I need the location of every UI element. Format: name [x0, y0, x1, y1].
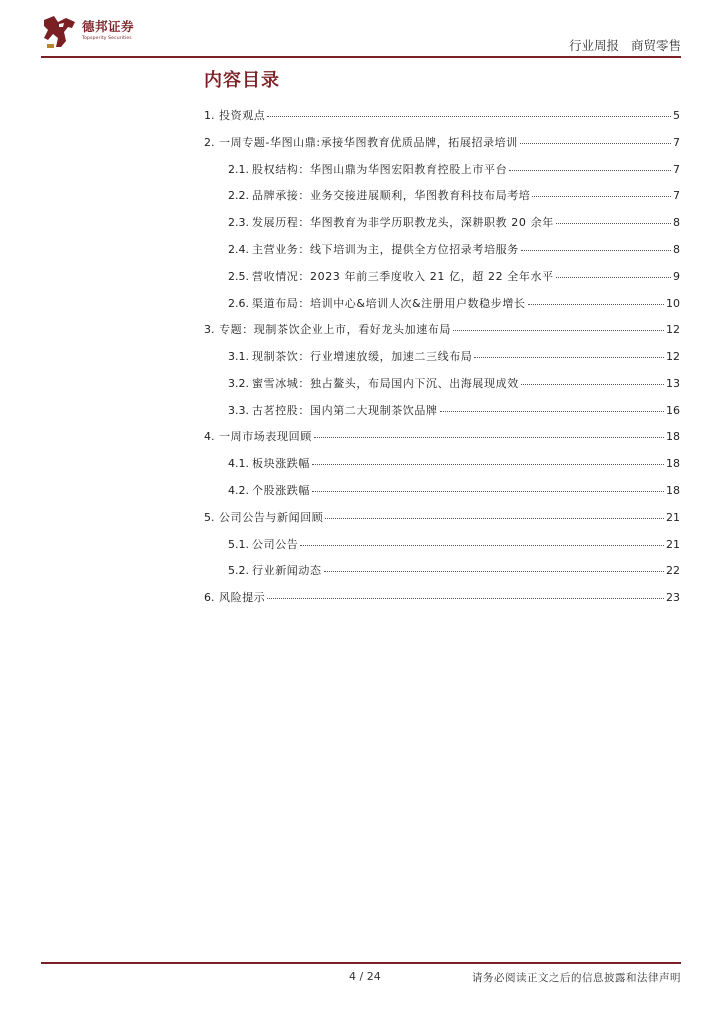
toc-dot-leader — [267, 116, 671, 117]
toc-entry-page: 18 — [666, 484, 680, 497]
toc-entry-label: 营收情况：2023 年前三季度收入 21 亿，超 22 全年水平 — [252, 270, 554, 283]
toc-entry-label: 风险提示 — [219, 591, 266, 604]
toc-dot-leader — [520, 143, 671, 144]
toc-entry-label: 现制茶饮：行业增速放缓，加速二三线布局 — [252, 350, 473, 363]
toc-entry-label: 一周市场表现回顾 — [219, 430, 312, 443]
toc-entry[interactable] — [228, 482, 680, 498]
toc-entry-label: 行业新闻动态 — [252, 564, 322, 577]
toc-dot-leader — [532, 196, 671, 197]
toc-entry-page: 13 — [666, 377, 680, 390]
toc-entry-number: 5. — [204, 511, 215, 524]
toc-entry-number: 2.1. — [228, 163, 249, 176]
toc-entry[interactable] — [228, 375, 680, 391]
toc-entry-number: 3. — [204, 323, 215, 336]
toc-entry-number: 2.5. — [228, 270, 249, 283]
toc-entry-page: 22 — [666, 564, 680, 577]
toc-dot-leader — [314, 437, 664, 438]
toc-entry[interactable] — [204, 428, 680, 444]
toc-entry[interactable] — [228, 536, 680, 552]
toc-entry-label: 公司公告 — [252, 538, 299, 551]
industry-label: 商贸零售 — [630, 38, 681, 53]
toc-entry-page: 18 — [666, 457, 680, 470]
toc-entry-number: 3.2. — [228, 377, 249, 390]
toc-entry[interactable] — [228, 187, 680, 203]
toc-entry[interactable] — [228, 241, 680, 257]
toc-dot-leader — [324, 571, 664, 572]
toc-entry-number: 3.3. — [228, 404, 249, 417]
legal-disclaimer: 请务必阅读正文之后的信息披露和法律声明 — [472, 972, 681, 984]
toc-entry-page: 7 — [673, 136, 680, 149]
toc-entry[interactable] — [204, 134, 680, 150]
toc-dot-leader — [528, 304, 664, 305]
toc-dot-leader — [312, 491, 664, 492]
toc-entry[interactable] — [228, 348, 680, 364]
toc-dot-leader — [325, 518, 664, 519]
toc-entry-page: 10 — [666, 297, 680, 310]
footer-divider — [41, 962, 681, 964]
toc-entry-page: 5 — [673, 109, 680, 122]
toc-entry[interactable] — [204, 321, 680, 337]
toc-entry-number: 2.2. — [228, 189, 249, 202]
toc-entry-number: 4.2. — [228, 484, 249, 497]
toc-entry-page: 8 — [673, 243, 680, 256]
toc-dot-leader — [474, 357, 664, 358]
brand-name-cn: 德邦证券 — [82, 19, 135, 34]
toc-dot-leader — [521, 384, 664, 385]
toc-entry[interactable] — [204, 589, 680, 605]
toc-entry-page: 16 — [666, 404, 680, 417]
toc-dot-leader — [312, 464, 664, 465]
toc-dot-leader — [556, 223, 671, 224]
toc-entry[interactable] — [228, 455, 680, 471]
toc-entry-number: 2.6. — [228, 297, 249, 310]
toc-entry-number: 2.4. — [228, 243, 249, 256]
toc-entry[interactable] — [228, 402, 680, 418]
toc-dot-leader — [267, 598, 664, 599]
toc-entry[interactable] — [228, 295, 680, 311]
toc-entry[interactable] — [228, 161, 680, 177]
toc-dot-leader — [300, 545, 664, 546]
toc-entry-page: 12 — [666, 350, 680, 363]
page-indicator: 4 / 24 — [349, 970, 381, 983]
toc-entry[interactable] — [204, 509, 680, 525]
toc-entry-page: 12 — [666, 323, 680, 336]
toc-entry-label: 主营业务：线下培训为主，提供全方位招录考培服务 — [252, 243, 519, 256]
toc-entry-number: 5.2. — [228, 564, 249, 577]
toc-entry-number: 5.1. — [228, 538, 249, 551]
brand-name-en: Topsperity Securities — [82, 36, 132, 41]
report-category — [569, 36, 681, 54]
toc-entry[interactable] — [228, 268, 680, 284]
toc-entry-label: 品牌承接：业务交接进展顺利，华图教育科技布局考培 — [252, 189, 531, 202]
toc-entry-label: 渠道布局：培训中心&培训人次&注册用户数稳步增长 — [252, 297, 526, 310]
brand-logo — [42, 14, 182, 50]
toc-entry-number: 4. — [204, 430, 215, 443]
toc-entry-page: 7 — [673, 163, 680, 176]
toc-dot-leader — [556, 277, 671, 278]
toc-entry-label: 股权结构：华图山鼎为华图宏阳教育控股上市平台 — [252, 163, 508, 176]
toc-dot-leader — [453, 330, 664, 331]
toc-entry-page: 21 — [666, 511, 680, 524]
toc-entry-label: 蜜雪冰城：独占鳌头，布局国内下沉、出海展现成效 — [252, 377, 519, 390]
toc-dot-leader — [440, 411, 664, 412]
toc-title: 内容目录 — [204, 70, 280, 91]
bull-logo-icon — [42, 14, 78, 50]
toc-entry-page: 9 — [673, 270, 680, 283]
toc-entry[interactable] — [228, 562, 680, 578]
toc-dot-leader — [509, 170, 671, 171]
toc-entry-page: 18 — [666, 430, 680, 443]
toc-entry-page: 23 — [666, 591, 680, 604]
toc-entry[interactable] — [204, 107, 680, 123]
toc-entry-label: 古茗控股：国内第二大现制茶饮品牌 — [252, 404, 438, 417]
toc-entry-page: 21 — [666, 538, 680, 551]
toc-entry-number: 6. — [204, 591, 215, 604]
toc-entry-label: 板块涨跌幅 — [252, 457, 310, 470]
toc-entry-label: 投资观点 — [219, 109, 266, 122]
page-header — [0, 0, 724, 60]
toc-entry-page: 8 — [673, 216, 680, 229]
toc-entry-number: 1. — [204, 109, 215, 122]
toc-entry-label: 公司公告与新闻回顾 — [219, 511, 324, 524]
toc-entry-page: 7 — [673, 189, 680, 202]
toc-entry-label: 发展历程：华图教育为非学历职教龙头，深耕职教 20 余年 — [252, 216, 554, 229]
toc-entry-number: 2.3. — [228, 216, 249, 229]
toc-entry[interactable] — [228, 214, 680, 230]
toc-entry-number: 2. — [204, 136, 215, 149]
toc-entry-label: 一周专题-华图山鼎:承接华图教育优质品牌，拓展招录培训 — [219, 136, 518, 149]
toc-entry-label: 专题：现制茶饮企业上市，看好龙头加速布局 — [219, 323, 451, 336]
toc-dot-leader — [521, 250, 671, 251]
header-divider — [41, 56, 681, 58]
toc-entry-number: 3.1. — [228, 350, 249, 363]
toc-entry-label: 个股涨跌幅 — [252, 484, 310, 497]
report-type: 行业周报 — [568, 38, 619, 53]
toc-entry-number: 4.1. — [228, 457, 249, 470]
